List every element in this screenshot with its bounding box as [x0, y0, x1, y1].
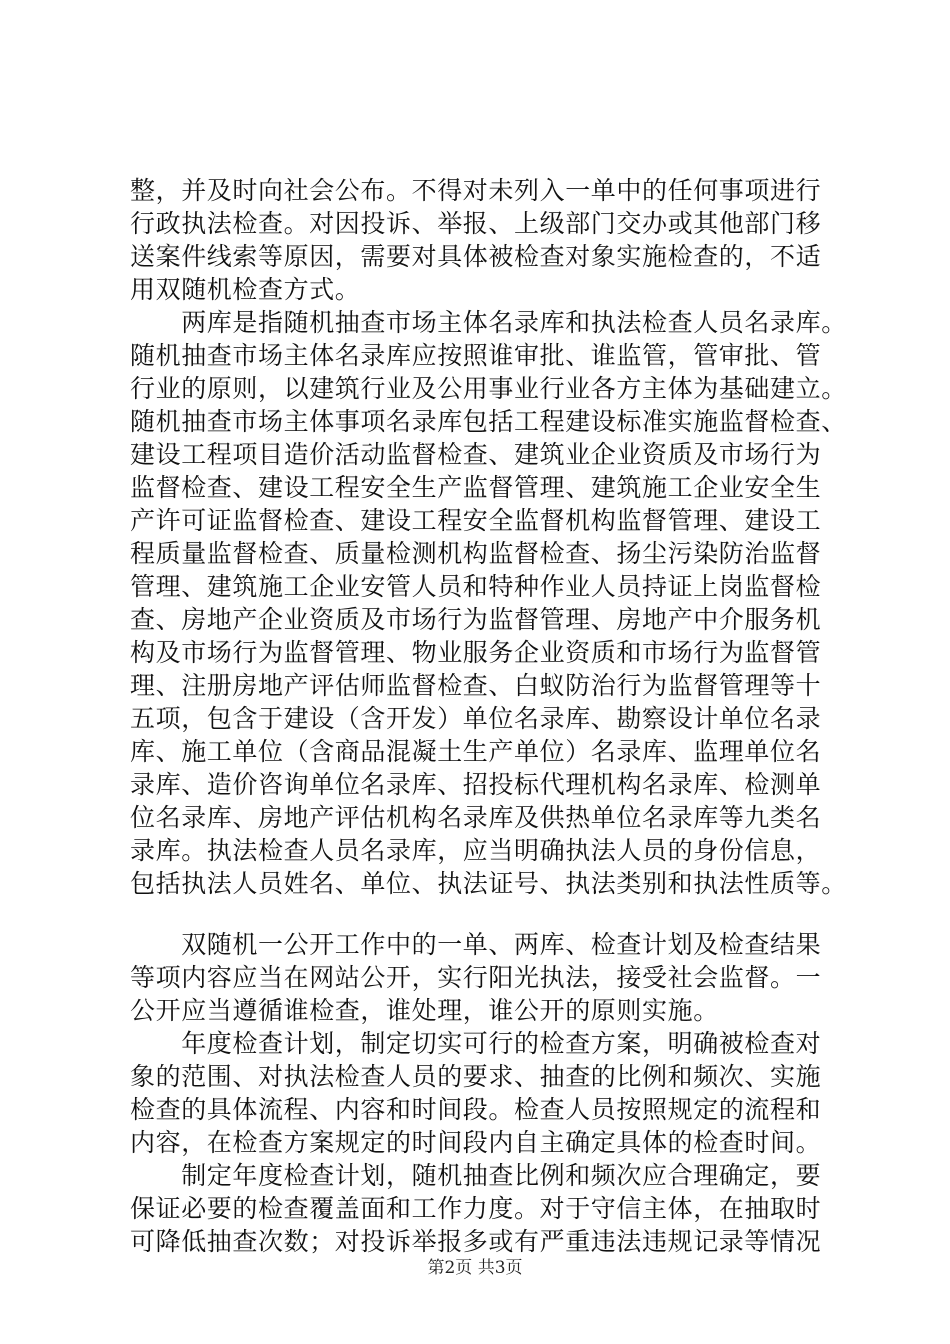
- text-line: 监督检查、建设工程安全生产监督管理、建筑施工企业安全生: [130, 473, 822, 502]
- text-line: 可降低抽查次数；对投诉举报多或有严重违法违规记录等情况: [130, 1227, 822, 1256]
- text-line: 象的范围、对执法检查人员的要求、抽查的比例和频次、实施: [130, 1062, 822, 1091]
- text-line: 位名录库、房地产评估机构名录库及供热单位名录库等九类名: [130, 803, 822, 832]
- text-line: 录库、造价咨询单位名录库、招投标代理机构名录库、检测单: [130, 770, 822, 799]
- text-line: 行业的原则，以建筑行业及公用事业行业各方主体为基础建立。: [130, 374, 847, 403]
- text-line: 理、注册房地产评估师监督检查、白蚁防治行为监督管理等十: [130, 671, 822, 700]
- text-line: 检查的具体流程、内容和时间段。检查人员按照规定的流程和: [130, 1095, 822, 1124]
- text-line: 两库是指随机抽查市场主体名录库和执法检查人员名录库。: [130, 308, 847, 337]
- text-line: 内容，在检查方案规定的时间段内自主确定具体的检查时间。: [130, 1128, 822, 1157]
- text-line: 双随机一公开工作中的一单、两库、检查计划及检查结果: [130, 930, 822, 959]
- text-line: 送案件线索等原因，需要对具体被检查对象实施检查的，不适: [130, 242, 822, 271]
- text-line: 随机抽查市场主体名录库应按照谁审批、谁监管，管审批、管: [130, 341, 822, 370]
- text-line: 用双随机检查方式。: [130, 275, 361, 304]
- text-line: 查、房地产企业资质及市场行为监督管理、房地产中介服务机: [130, 605, 822, 634]
- text-line: 保证必要的检查覆盖面和工作力度。对于守信主体，在抽取时: [130, 1194, 822, 1223]
- text-line: 建设工程项目造价活动监督检查、建筑业企业资质及市场行为: [130, 440, 822, 469]
- text-line: 随机抽查市场主体事项名录库包括工程建设标准实施监督检查、: [130, 407, 847, 436]
- text-line: 包括执法人员姓名、单位、执法证号、执法类别和执法性质等。: [130, 869, 847, 898]
- text-line: 构及市场行为监督管理、物业服务企业资质和市场行为监督管: [130, 638, 822, 667]
- text-line: 程质量监督检查、质量检测机构监督检查、扬尘污染防治监督: [130, 539, 822, 568]
- text-line: 公开应当遵循谁检查，谁处理，谁公开的原则实施。: [130, 996, 719, 1025]
- text-line: 库、施工单位（含商品混凝土生产单位）名录库、监理单位名: [130, 737, 822, 766]
- text-line: 行政执法检查。对因投诉、举报、上级部门交办或其他部门移: [130, 209, 822, 238]
- text-line: 产许可证监督检查、建设工程安全监督机构监督管理、建设工: [130, 506, 822, 535]
- page-number: 第2页 共3页: [427, 1258, 523, 1278]
- text-line: 五项，包含于建设（含开发）单位名录库、勘察设计单位名录: [130, 704, 822, 733]
- text-line: 整，并及时向社会公布。不得对未列入一单中的任何事项进行: [130, 176, 822, 205]
- text-line: 录库。执法检查人员名录库，应当明确执法人员的身份信息，: [130, 836, 822, 865]
- text-line: 等项内容应当在网站公开，实行阳光执法，接受社会监督。一: [130, 963, 822, 992]
- text-line: 管理、建筑施工企业安管人员和特种作业人员持证上岗监督检: [130, 572, 822, 601]
- text-line: 年度检查计划，制定切实可行的检查方案，明确被检查对: [130, 1029, 822, 1058]
- text-line: 制定年度检查计划，随机抽查比例和频次应合理确定，要: [130, 1161, 822, 1190]
